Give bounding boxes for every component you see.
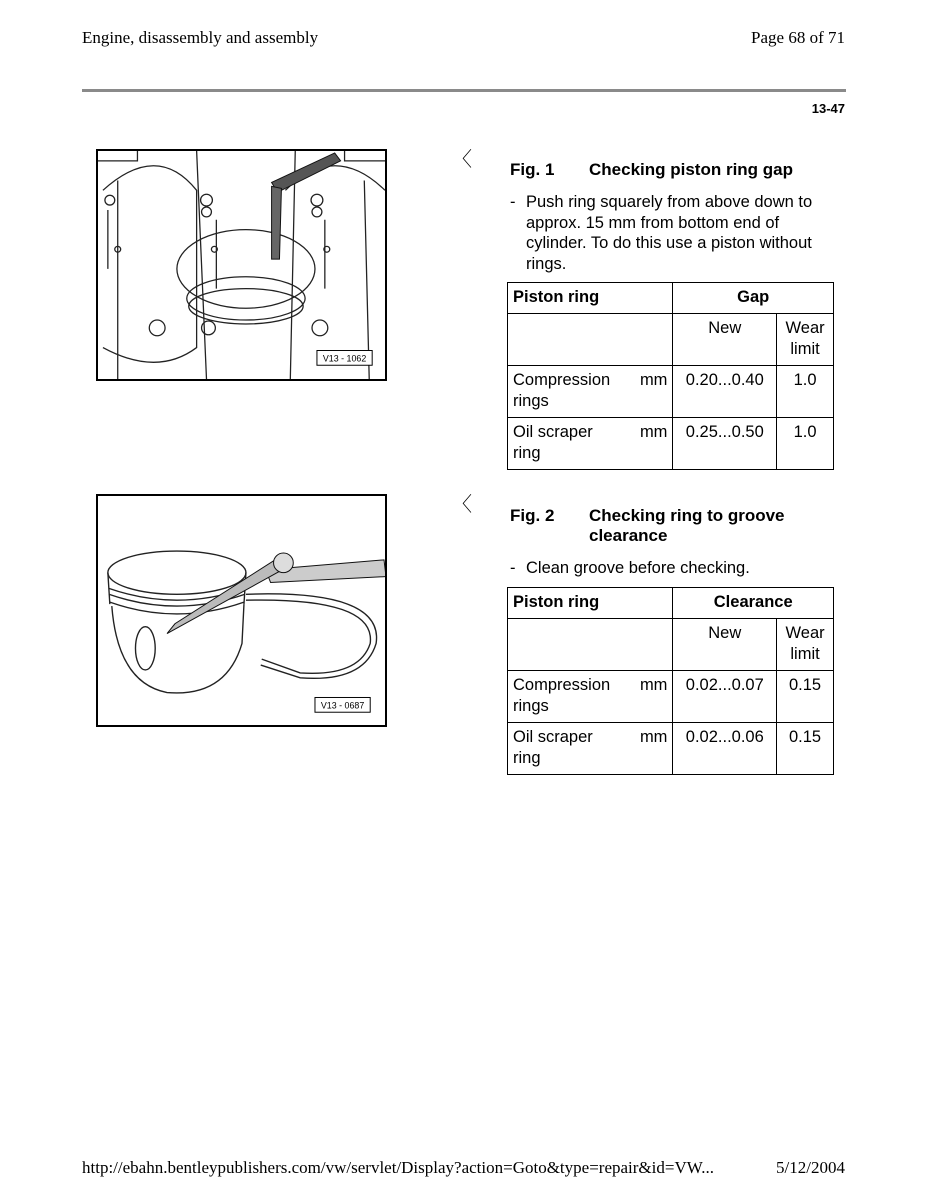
source-url: http://ebahn.bentleypublishers.com/vw/servlet/Display?action=Goto&type=repair&id=VW... (82, 1158, 714, 1177)
figure-1-heading (510, 160, 840, 182)
arrow-pointer-icon: 〈 (452, 149, 472, 171)
section-number: 13-47 (811, 101, 845, 116)
row-name: Oil scraper ring (513, 423, 593, 462)
row-unit: mm (639, 423, 668, 441)
step-dash: - (510, 193, 516, 211)
figure-1-spec-table (507, 282, 834, 470)
header-divider (82, 89, 846, 92)
figure-2-title: Checking ring to groove clearance (589, 506, 785, 545)
page-number: Page 68 of 71 (751, 28, 845, 47)
table-header-row (508, 283, 834, 314)
table-row (508, 723, 834, 775)
table-row (508, 418, 834, 470)
figure-2-step-text: Clean groove before checking. (526, 559, 750, 577)
column-header-new: New (673, 619, 777, 671)
table-subheader-row (508, 314, 834, 366)
figure-2-code: V13 - 0687 (320, 700, 365, 711)
figure-2-heading (510, 506, 840, 548)
row-name: Compression rings (513, 371, 611, 410)
value-new: 0.20...0.40 (673, 366, 777, 418)
column-header-piston-ring: Piston ring (508, 588, 673, 619)
figure-1-step-text: Push ring squarely from above down to approx. 15 mm from bottom end of cylinder. To do this use a piston without rings. (526, 193, 813, 273)
figure-2-spec-table (507, 587, 834, 775)
value-wear-limit: 0.15 (777, 671, 834, 723)
row-name: Compression rings (513, 676, 611, 715)
figure-1-code: V13 - 1062 (322, 353, 367, 364)
figure-1-illustration (96, 149, 387, 381)
print-date: 5/12/2004 (776, 1158, 845, 1177)
value-new: 0.02...0.06 (673, 723, 777, 775)
document-title: Engine, disassembly and assembly (82, 28, 319, 47)
value-wear-limit: 1.0 (777, 418, 834, 470)
figure-2-step (510, 558, 840, 580)
value-new: 0.02...0.07 (673, 671, 777, 723)
value-wear-limit: 1.0 (777, 366, 834, 418)
figure-1-title: Checking piston ring gap (589, 160, 794, 179)
column-header-clearance: Clearance (673, 588, 834, 619)
table-row (508, 366, 834, 418)
row-unit: mm (639, 371, 668, 389)
figure-1-label: Fig. 1 (510, 160, 555, 179)
table-subheader-row (508, 619, 834, 671)
arrow-pointer-icon: 〈 (452, 494, 472, 516)
row-unit: mm (639, 728, 668, 746)
empty-cell (508, 619, 673, 671)
figure-2-illustration (96, 494, 387, 727)
column-header-piston-ring: Piston ring (508, 283, 673, 314)
column-header-gap: Gap (673, 283, 834, 314)
step-dash: - (510, 559, 516, 577)
column-header-new: New (673, 314, 777, 366)
column-header-wear-limit: Wear limit (777, 619, 834, 671)
empty-cell (508, 314, 673, 366)
figure-1-step (510, 192, 840, 276)
value-new: 0.25...0.50 (673, 418, 777, 470)
column-header-wear-limit: Wear limit (777, 314, 834, 366)
table-row (508, 671, 834, 723)
row-name: Oil scraper ring (513, 728, 593, 767)
row-unit: mm (639, 676, 668, 694)
table-header-row (508, 588, 834, 619)
figure-2-label: Fig. 2 (510, 506, 555, 525)
value-wear-limit: 0.15 (777, 723, 834, 775)
